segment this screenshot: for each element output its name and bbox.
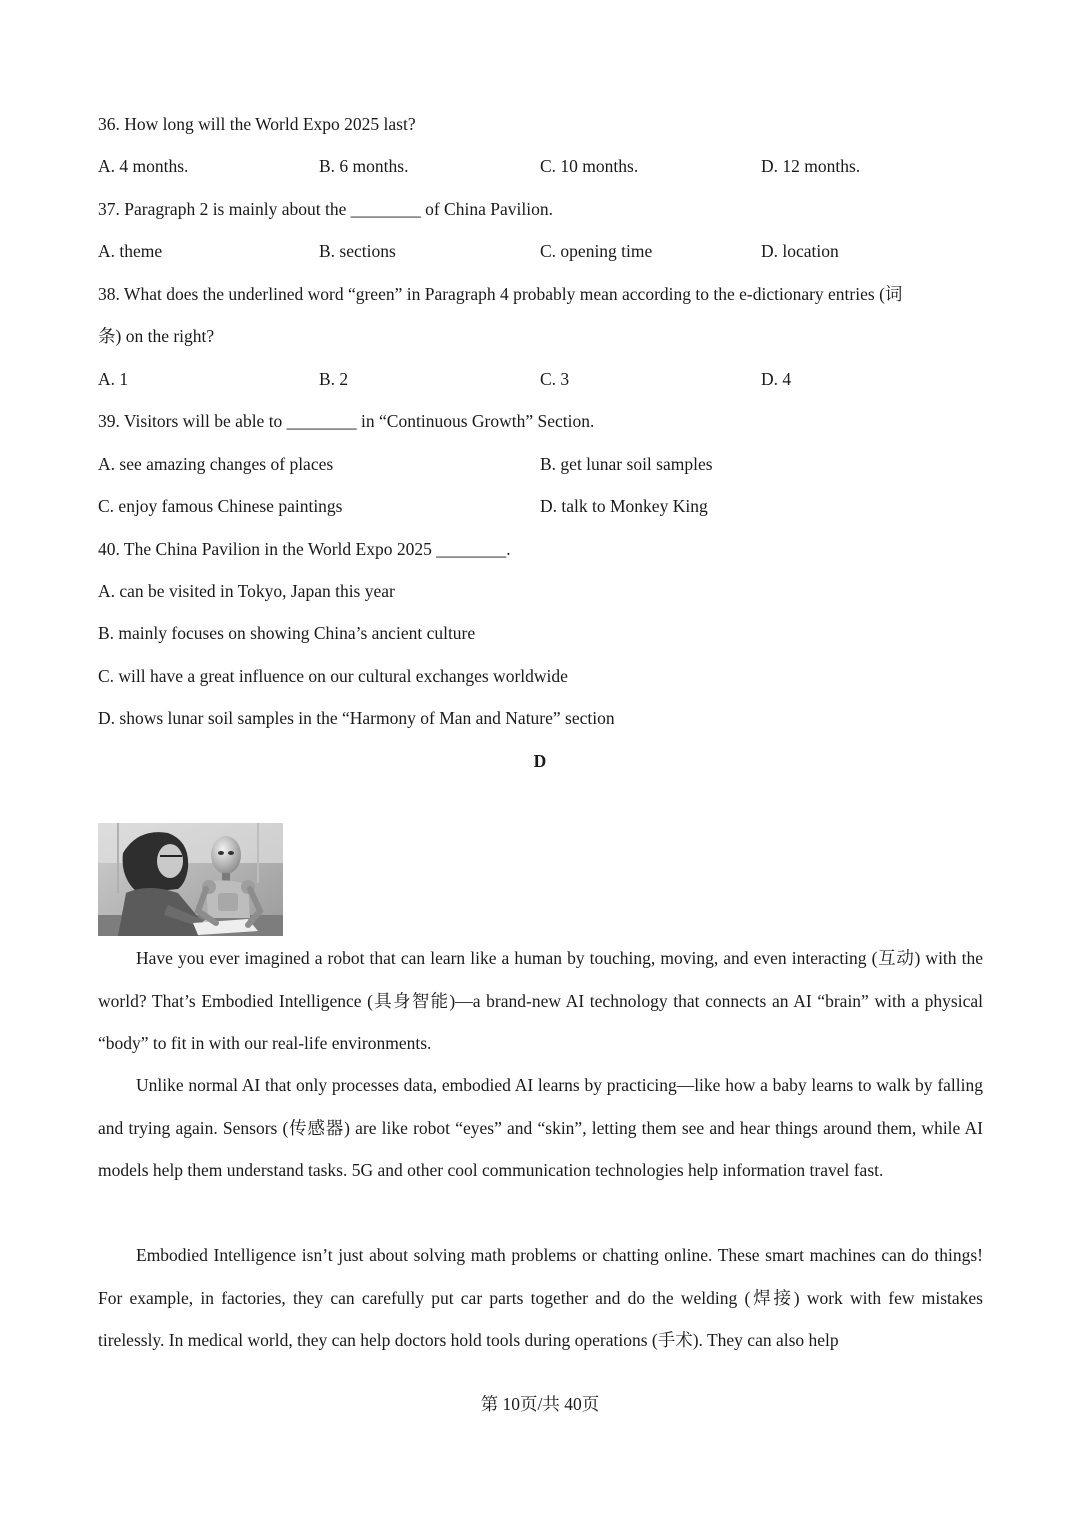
q39-option-a: A. see amazing changes of places [98, 454, 334, 474]
question-39-stem: 39. Visitors will be able to ________ in “Continuous Growth” Section. [98, 411, 595, 431]
page-number: 第 10页/共 40页 [480, 1394, 600, 1414]
q37-option-b: B. sections [319, 241, 396, 261]
q36-option-d: D. 12 months. [761, 156, 861, 176]
q40-option-c: C. will have a great influence on our cultural exchanges worldwide [98, 666, 568, 686]
passage-paragraph-2: Unlike normal AI that only processes data, embodied AI learns by practicing—like how a baby learns to walk by falling and trying again. Sensors (传感器) are like robot “eyes” and “skin”, letting them see and hear things around them, while AI models help them understand tasks. 5G and other cool communication technologies help information travel fast. [98, 1075, 983, 1180]
q38-option-c: C. 3 [540, 369, 570, 389]
section-title: D [533, 751, 547, 771]
q36-option-c: C. 10 months. [540, 156, 639, 176]
q37-option-d: D. location [761, 241, 839, 261]
q40-option-d: D. shows lunar soil samples in the “Harmony of Man and Nature” section [98, 708, 615, 728]
q36-option-b: B. 6 months. [319, 156, 409, 176]
q38-option-d: D. 4 [761, 369, 792, 389]
passage-paragraph-1: Have you ever imagined a robot that can learn like a human by touching, moving, and even interacting (互动) with the world? That’s Embodied Intelligence (具身智能)—a brand-new AI technology that connects an AI “brain” with a physical “body” to fit in with our real-life environments. [98, 948, 983, 1053]
q39-option-c: C. enjoy famous Chinese paintings [98, 496, 343, 516]
woman-and-robot-photo [98, 823, 283, 936]
q39-option-d: D. talk to Monkey King [540, 496, 708, 516]
question-40-stem: 40. The China Pavilion in the World Expo 2025 ________. [98, 539, 511, 559]
q37-option-c: C. opening time [540, 241, 653, 261]
q36-option-a: A. 4 months. [98, 156, 189, 176]
q40-option-b: B. mainly focuses on showing China’s ancient culture [98, 623, 476, 643]
q38-option-a: A. 1 [98, 369, 129, 389]
question-38-stem-line1: 38. What does the underlined word “green” in Paragraph 4 probably mean according to the e-dictionary entries (词 [98, 284, 903, 304]
question-38-stem-line2: 条) on the right? [98, 326, 215, 346]
q40-option-a: A. can be visited in Tokyo, Japan this year [98, 581, 395, 601]
q39-option-b: B. get lunar soil samples [540, 454, 713, 474]
question-37-stem: 37. Paragraph 2 is mainly about the ________ of China Pavilion. [98, 199, 553, 219]
passage-paragraph-3: Embodied Intelligence isn’t just about solving math problems or chatting online. These smart machines can do things! For example, in factories, they can carefully put car parts together and do the welding (焊接) work with few mistakes tirelessly. In medical world, they can help doctors hold tools during operations (手术). They can also help [98, 1245, 983, 1350]
question-36-stem: 36. How long will the World Expo 2025 last? [98, 114, 416, 134]
q38-option-b: B. 2 [319, 369, 349, 389]
q37-option-a: A. theme [98, 241, 163, 261]
